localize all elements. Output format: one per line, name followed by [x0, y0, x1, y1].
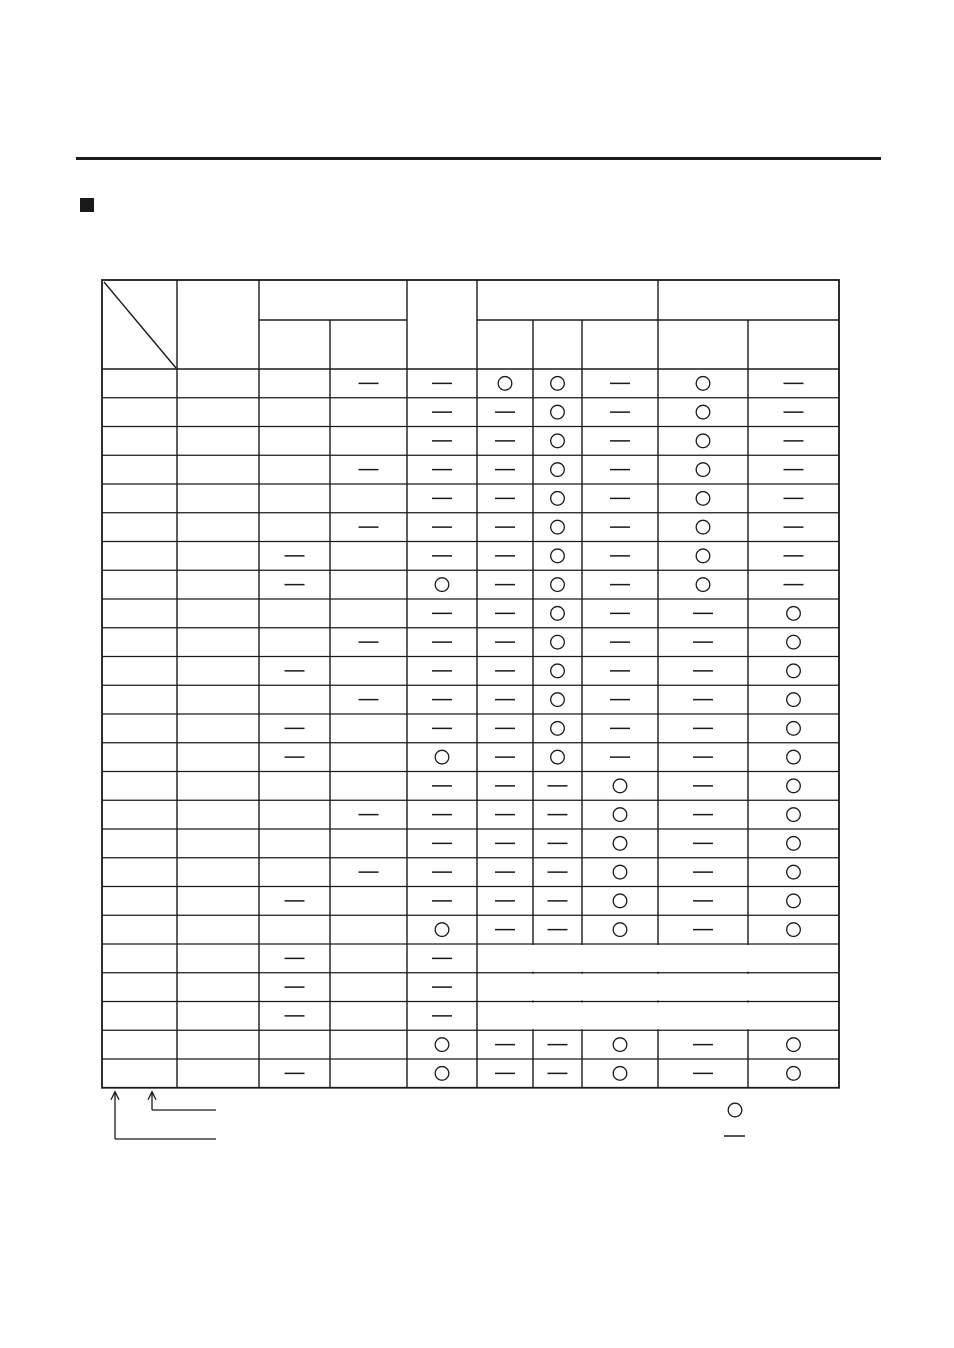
circle-mark-icon [551, 750, 565, 764]
circle-mark-icon [551, 492, 565, 506]
circle-mark-icon [551, 693, 565, 707]
circle-mark-icon [613, 1038, 627, 1052]
circle-mark-icon [435, 1038, 449, 1052]
circle-mark-icon [787, 722, 801, 736]
circle-mark-icon [435, 1067, 449, 1081]
circle-mark-icon [435, 578, 449, 592]
header-diagonal [104, 282, 176, 368]
circle-mark-icon [787, 1067, 801, 1081]
circle-mark-icon [787, 1038, 801, 1052]
circle-mark-icon [787, 894, 801, 908]
circle-mark-icon [613, 865, 627, 879]
circle-mark-icon [551, 549, 565, 563]
circle-mark-icon [787, 779, 801, 793]
circle-mark-icon [696, 549, 710, 563]
circle-mark-icon [551, 377, 565, 391]
legend-circle-icon [728, 1103, 742, 1117]
circle-mark-icon [696, 578, 710, 592]
circle-mark-icon [551, 635, 565, 649]
circle-mark-icon [696, 434, 710, 448]
circle-mark-icon [551, 434, 565, 448]
circle-mark-icon [551, 607, 565, 621]
circle-mark-icon [787, 750, 801, 764]
merged-blank-cell [478, 945, 838, 972]
circle-mark-icon [696, 377, 710, 391]
circle-mark-icon [787, 837, 801, 851]
circle-mark-icon [498, 377, 512, 391]
circle-mark-icon [613, 1067, 627, 1081]
circle-mark-icon [613, 894, 627, 908]
circle-mark-icon [551, 664, 565, 678]
circle-mark-icon [435, 750, 449, 764]
circle-mark-icon [551, 405, 565, 419]
circle-mark-icon [551, 578, 565, 592]
circle-mark-icon [787, 664, 801, 678]
circle-mark-icon [551, 722, 565, 736]
circle-mark-icon [787, 693, 801, 707]
circle-mark-icon [435, 923, 449, 937]
circle-mark-icon [613, 837, 627, 851]
circle-mark-icon [787, 865, 801, 879]
circle-mark-icon [613, 808, 627, 822]
circle-mark-icon [696, 520, 710, 534]
merged-blank-cell [478, 1003, 838, 1030]
merged-blank-cell [478, 974, 838, 1001]
circle-mark-icon [551, 463, 565, 477]
circle-mark-icon [787, 923, 801, 937]
circle-mark-icon [787, 635, 801, 649]
circle-mark-icon [696, 405, 710, 419]
circle-mark-icon [551, 520, 565, 534]
circle-mark-icon [613, 923, 627, 937]
circle-mark-icon [696, 492, 710, 506]
circle-mark-icon [696, 463, 710, 477]
circle-mark-icon [787, 607, 801, 621]
circle-mark-icon [787, 808, 801, 822]
circle-mark-icon [613, 779, 627, 793]
